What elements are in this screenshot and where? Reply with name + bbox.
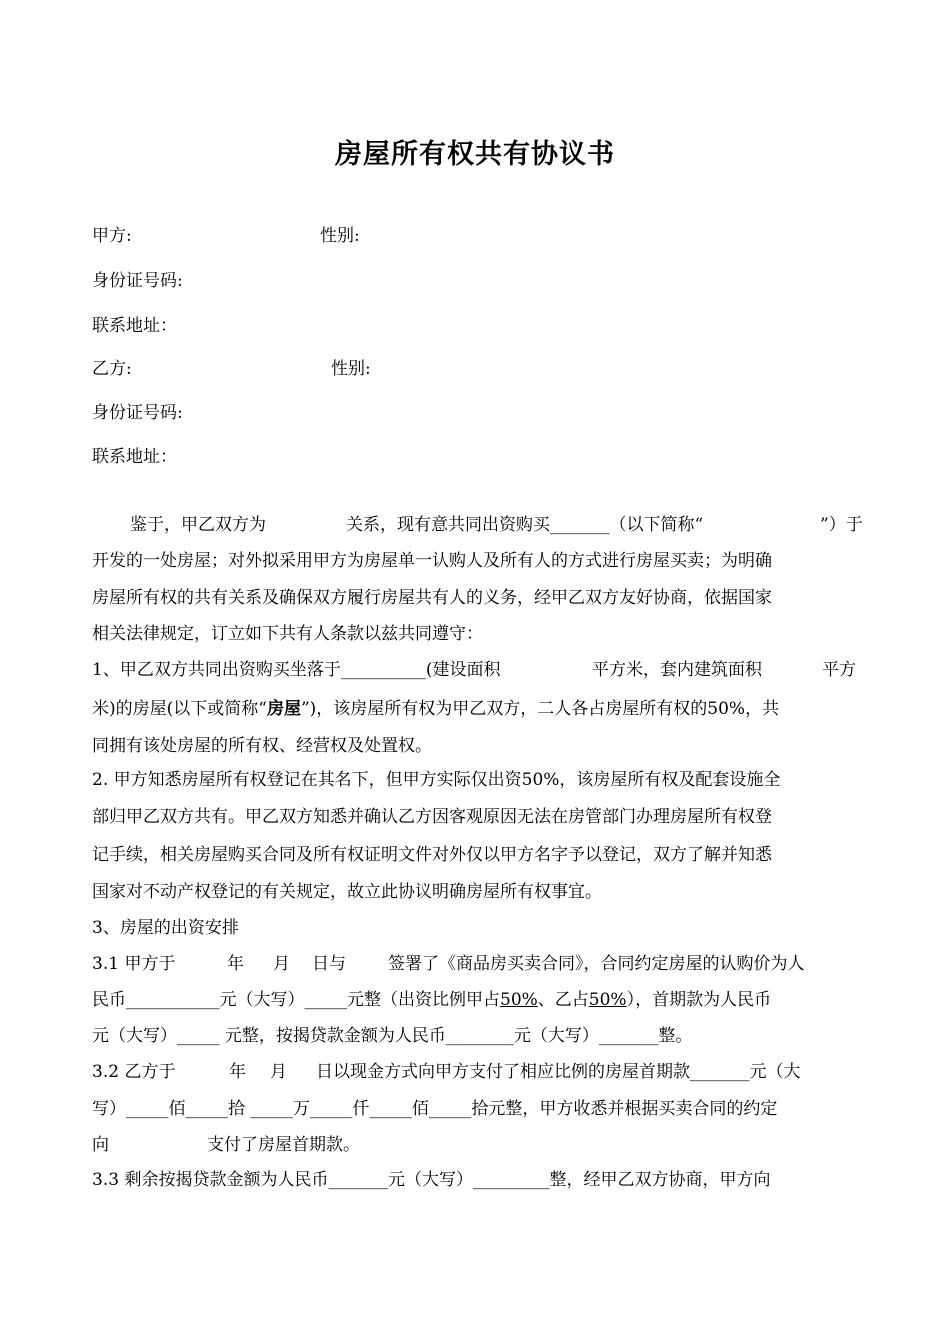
clause-3-1-line-3: 元（大写）_____ 元整，按揭贷款金额为人民币________元（大写）_______整。 (92, 1026, 693, 1046)
party-a-name-label: 甲方: (92, 226, 132, 246)
clause-3-2-month: 月 (270, 1062, 287, 1082)
clause-1-line-1b: 平方米，套内建筑面积 (592, 660, 762, 680)
party-b-address-label: 联系地址： (92, 447, 177, 467)
clause-3-heading: 3、房屋的出资安排 (92, 918, 239, 938)
clause-3-2-line-3b: 支付了房屋首期款。 (207, 1135, 360, 1155)
ratio-b-value: 50% (588, 990, 627, 1010)
party-a-id-label: 身份证号码: (92, 271, 183, 291)
clause-3-3-line-1: 3.3 剩余按揭贷款金额为人民币_______元（大写）_________整，经甲乙双方协商，甲方向 (92, 1170, 771, 1190)
clause-3-2-line-1a: 3.2 乙方于 (92, 1062, 176, 1082)
clause-3-1-month: 月 (273, 954, 290, 974)
clause-2-line-3: 记手续，相关房屋购买合同及所有权证明文件对外仅以甲方名字予以登记，双方了解并知悉 (92, 845, 772, 865)
clause-1-line-1a: 1、甲乙双方共同出资购买坐落于__________(建设面积 (92, 660, 501, 680)
clause-2-line-1: 2. 甲方知悉房屋所有权登记在其名下，但甲方实际仅出资50%，该房屋所有权及配套设施全 (92, 770, 781, 790)
party-a-gender-label: 性别: (320, 226, 360, 246)
clause-1-line-3: 同拥有该处房屋的所有权、经营权及处置权。 (92, 736, 432, 756)
house-term-bold: 房屋 (266, 699, 301, 719)
preamble-line-2: 开发的一处房屋；对外拟采用甲方为房屋单一认购人及所有人的方式进行房屋买卖；为明确 (92, 551, 772, 571)
preamble-line-1b: 关系，现有意共同出资购买_______（以下简称“ (346, 515, 704, 535)
clause-3-2-year: 年 (229, 1062, 246, 1082)
clause-3-1-day: 日与 (312, 954, 346, 974)
clause-2-line-2: 部归甲乙双方共有。甲乙双方知悉并确认乙方因客观原因无法在房管部门办理房屋所有权登 (92, 807, 772, 827)
party-b-gender-label: 性别: (331, 359, 371, 379)
preamble-line-3: 房屋所有权的共有关系及确保双方履行房屋共有人的义务，经甲乙双方友好协商，依据国家 (92, 588, 772, 608)
clause-2-line-4: 国家对不动产权登记的有关规定，故立此协议明确房屋所有权事宜。 (92, 882, 602, 902)
ratio-a-value: 50% (500, 990, 538, 1010)
preamble-line-1c: ”）于 (820, 515, 863, 535)
preamble-line-4: 相关法律规定，订立如下共有人条款以兹共同遵守： (92, 624, 483, 644)
clause-3-1-line-2: 民币___________元（大写）_____元整（出资比例甲占50%、乙占50%），首期款为人民币 (92, 990, 772, 1010)
party-b-name-label: 乙方: (92, 359, 132, 379)
clause-3-1-line-1b: 签署了《商品房买卖合同》，合同约定房屋的认购价为人 (388, 954, 805, 974)
clause-3-2-line-2: 写）_____佰_____拾 _____万_____仟_____佰_____拾元整，甲方收悉并根据买卖合同的约定 (92, 1099, 778, 1119)
clause-3-2-line-1b: 日以现金方式向甲方支付了相应比例的房屋首期款_______元（大 (316, 1062, 801, 1082)
clause-3-1-year: 年 (227, 954, 244, 974)
clause-3-2-line-3a: 向 (92, 1135, 109, 1155)
preamble-line-1a: 鉴于，甲乙双方为 (130, 515, 266, 535)
document-title: 房屋所有权共有协议书 (335, 139, 615, 170)
party-a-address-label: 联系地址： (92, 316, 177, 336)
party-b-id-label: 身份证号码: (92, 403, 183, 423)
clause-1-line-1c: 平方 (822, 660, 856, 680)
clause-1-line-2: 米)的房屋(以下或简称“房屋”)，该房屋所有权为甲乙双方，二人各占房屋所有权的50%，共 (92, 699, 780, 719)
clause-3-1-line-1a: 3.1 甲方于 (92, 954, 176, 974)
